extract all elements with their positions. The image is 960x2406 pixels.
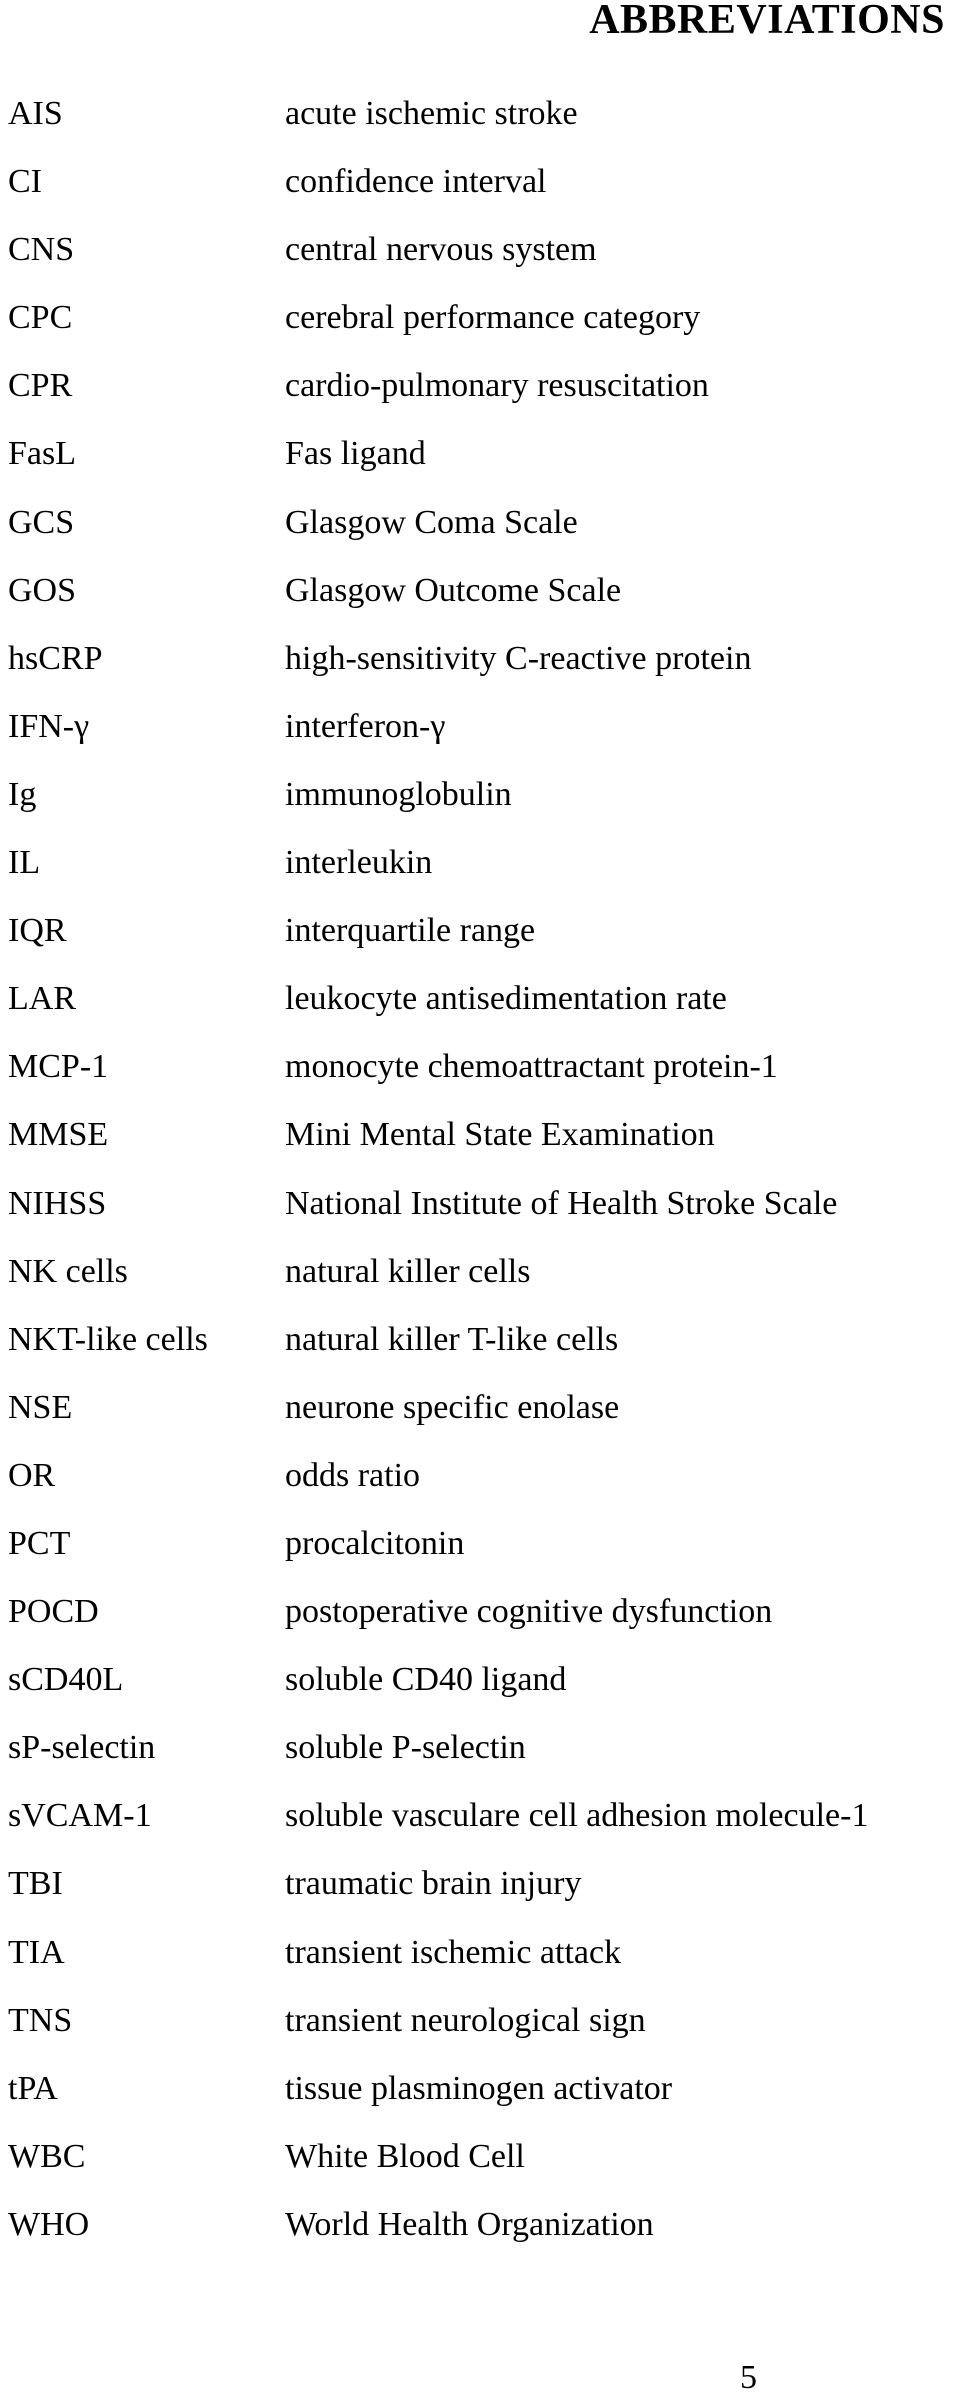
- abbreviation-term: sCD40L: [8, 1661, 124, 1699]
- abbreviation-list: [8, 92, 960, 2271]
- abbreviation-row: [8, 1045, 960, 1113]
- abbreviation-term: CPC: [8, 299, 73, 337]
- abbreviation-term: TNS: [8, 2001, 73, 2039]
- abbreviation-definition: interleukin: [285, 844, 433, 882]
- abbreviation-row: [8, 1522, 960, 1590]
- abbreviation-term: IQR: [8, 912, 67, 950]
- abbreviation-term: AIS: [8, 95, 63, 132]
- abbreviation-term: sVCAM-1: [8, 1797, 152, 1835]
- abbreviation-row: [8, 160, 960, 228]
- abbreviation-row: [8, 1726, 960, 1794]
- abbreviation-definition: White Blood Cell: [285, 2137, 525, 2175]
- abbreviation-term: MMSE: [8, 1116, 109, 1154]
- abbreviation-term: NSE: [8, 1388, 73, 1426]
- abbreviation-definition: postoperative cognitive dysfunction: [285, 1593, 773, 1631]
- page-number: 5: [740, 2359, 757, 2396]
- abbreviation-definition: Glasgow Coma Scale: [285, 503, 578, 541]
- abbreviation-row: [8, 637, 960, 705]
- abbreviation-term: IL: [8, 844, 41, 882]
- abbreviation-definition: Glasgow Outcome Scale: [285, 571, 622, 609]
- abbreviation-row: [8, 1182, 960, 1250]
- abbreviation-definition: leukocyte antisedimentation rate: [285, 980, 727, 1018]
- abbreviation-definition: National Institute of Health Stroke Scale: [285, 1184, 838, 1222]
- abbreviation-term: CPR: [8, 367, 73, 405]
- abbreviation-row: [8, 1931, 960, 1999]
- abbreviation-row: [8, 841, 960, 909]
- abbreviation-term: POCD: [8, 1593, 99, 1631]
- abbreviation-row: [8, 1590, 960, 1658]
- abbreviation-term: TBI: [8, 1865, 63, 1903]
- abbreviation-term: tPA: [8, 2069, 58, 2107]
- abbreviation-term: MCP-1: [8, 1048, 109, 1086]
- abbreviation-row: [8, 977, 960, 1045]
- abbreviation-definition: soluble vasculare cell adhesion molecule-1: [285, 1797, 869, 1835]
- abbreviation-term: sP-selectin: [8, 1729, 156, 1767]
- abbreviation-definition: cardio-pulmonary resuscitation: [285, 367, 709, 405]
- abbreviation-row: [8, 569, 960, 637]
- abbreviation-definition: monocyte chemoattractant protein-1: [285, 1048, 778, 1086]
- abbreviation-row: [8, 228, 960, 296]
- abbreviation-row: [8, 2067, 960, 2135]
- abbreviation-term: GCS: [8, 503, 75, 541]
- abbreviation-term: WHO: [8, 2205, 90, 2243]
- abbreviation-definition: confidence interval: [285, 163, 547, 201]
- abbreviation-row: [8, 773, 960, 841]
- abbreviation-row: [8, 364, 960, 432]
- abbreviation-row: [8, 1794, 960, 1862]
- abbreviation-row: [8, 1658, 960, 1726]
- abbreviation-term: CI: [8, 163, 42, 201]
- abbreviation-definition: World Health Organization: [285, 2205, 654, 2243]
- abbreviation-definition: procalcitonin: [285, 1524, 465, 1562]
- abbreviation-definition: tissue plasminogen activator: [285, 2069, 673, 2107]
- abbreviation-row: [8, 1113, 960, 1181]
- abbreviation-definition: soluble CD40 ligand: [285, 1661, 567, 1699]
- abbreviation-row: [8, 2135, 960, 2203]
- abbreviation-definition: natural killer T-like cells: [285, 1320, 619, 1358]
- abbreviation-row: [8, 909, 960, 977]
- abbreviation-row: [8, 705, 960, 773]
- abbreviation-row: [8, 92, 960, 160]
- abbreviation-definition: immunoglobulin: [285, 775, 512, 813]
- abbreviation-definition: soluble P-selectin: [285, 1729, 526, 1767]
- abbreviation-term: TIA: [8, 1933, 65, 1971]
- abbreviation-definition: natural killer cells: [285, 1252, 531, 1290]
- abbreviation-row: [8, 1318, 960, 1386]
- abbreviation-definition: cerebral performance category: [285, 299, 701, 337]
- abbreviation-row: [8, 1999, 960, 2067]
- abbreviation-row: [8, 501, 960, 569]
- page-title: ABBREVIATIONS: [589, 0, 945, 43]
- abbreviation-term: NKT-like cells: [8, 1320, 208, 1358]
- abbreviation-row: [8, 1862, 960, 1930]
- abbreviation-definition: transient ischemic attack: [285, 1933, 622, 1971]
- abbreviation-term: FasL: [8, 435, 76, 473]
- abbreviation-definition: interquartile range: [285, 912, 536, 950]
- abbreviation-term: WBC: [8, 2137, 86, 2175]
- abbreviation-definition: odds ratio: [285, 1456, 421, 1494]
- abbreviation-definition: transient neurological sign: [285, 2001, 646, 2039]
- abbreviation-term: LAR: [8, 980, 76, 1018]
- abbreviation-definition: Mini Mental State Examination: [285, 1116, 715, 1154]
- abbreviation-definition: Fas ligand: [285, 435, 426, 473]
- abbreviation-row: [8, 1250, 960, 1318]
- abbreviation-term: CNS: [8, 231, 75, 269]
- abbreviation-term: IFN-γ: [8, 707, 90, 745]
- abbreviation-term: PCT: [8, 1524, 71, 1562]
- abbreviation-row: [8, 1454, 960, 1522]
- abbreviation-term: NIHSS: [8, 1184, 107, 1222]
- abbreviation-row: [8, 2203, 960, 2271]
- abbreviation-row: [8, 1386, 960, 1454]
- abbreviation-row: [8, 296, 960, 364]
- abbreviation-term: NK cells: [8, 1252, 128, 1290]
- abbreviation-definition: neurone specific enolase: [285, 1388, 620, 1426]
- abbreviation-definition: interferon-γ: [285, 707, 446, 745]
- abbreviation-definition: central nervous system: [285, 231, 597, 269]
- abbreviation-definition: traumatic brain injury: [285, 1865, 582, 1903]
- abbreviation-definition: acute ischemic stroke: [285, 95, 578, 132]
- abbreviation-term: OR: [8, 1456, 56, 1494]
- abbreviation-term: hsCRP: [8, 639, 103, 677]
- abbreviation-term: GOS: [8, 571, 77, 609]
- abbreviation-definition: high-sensitivity C-reactive protein: [285, 639, 752, 677]
- abbreviation-row: [8, 432, 960, 500]
- abbreviation-term: Ig: [8, 775, 37, 813]
